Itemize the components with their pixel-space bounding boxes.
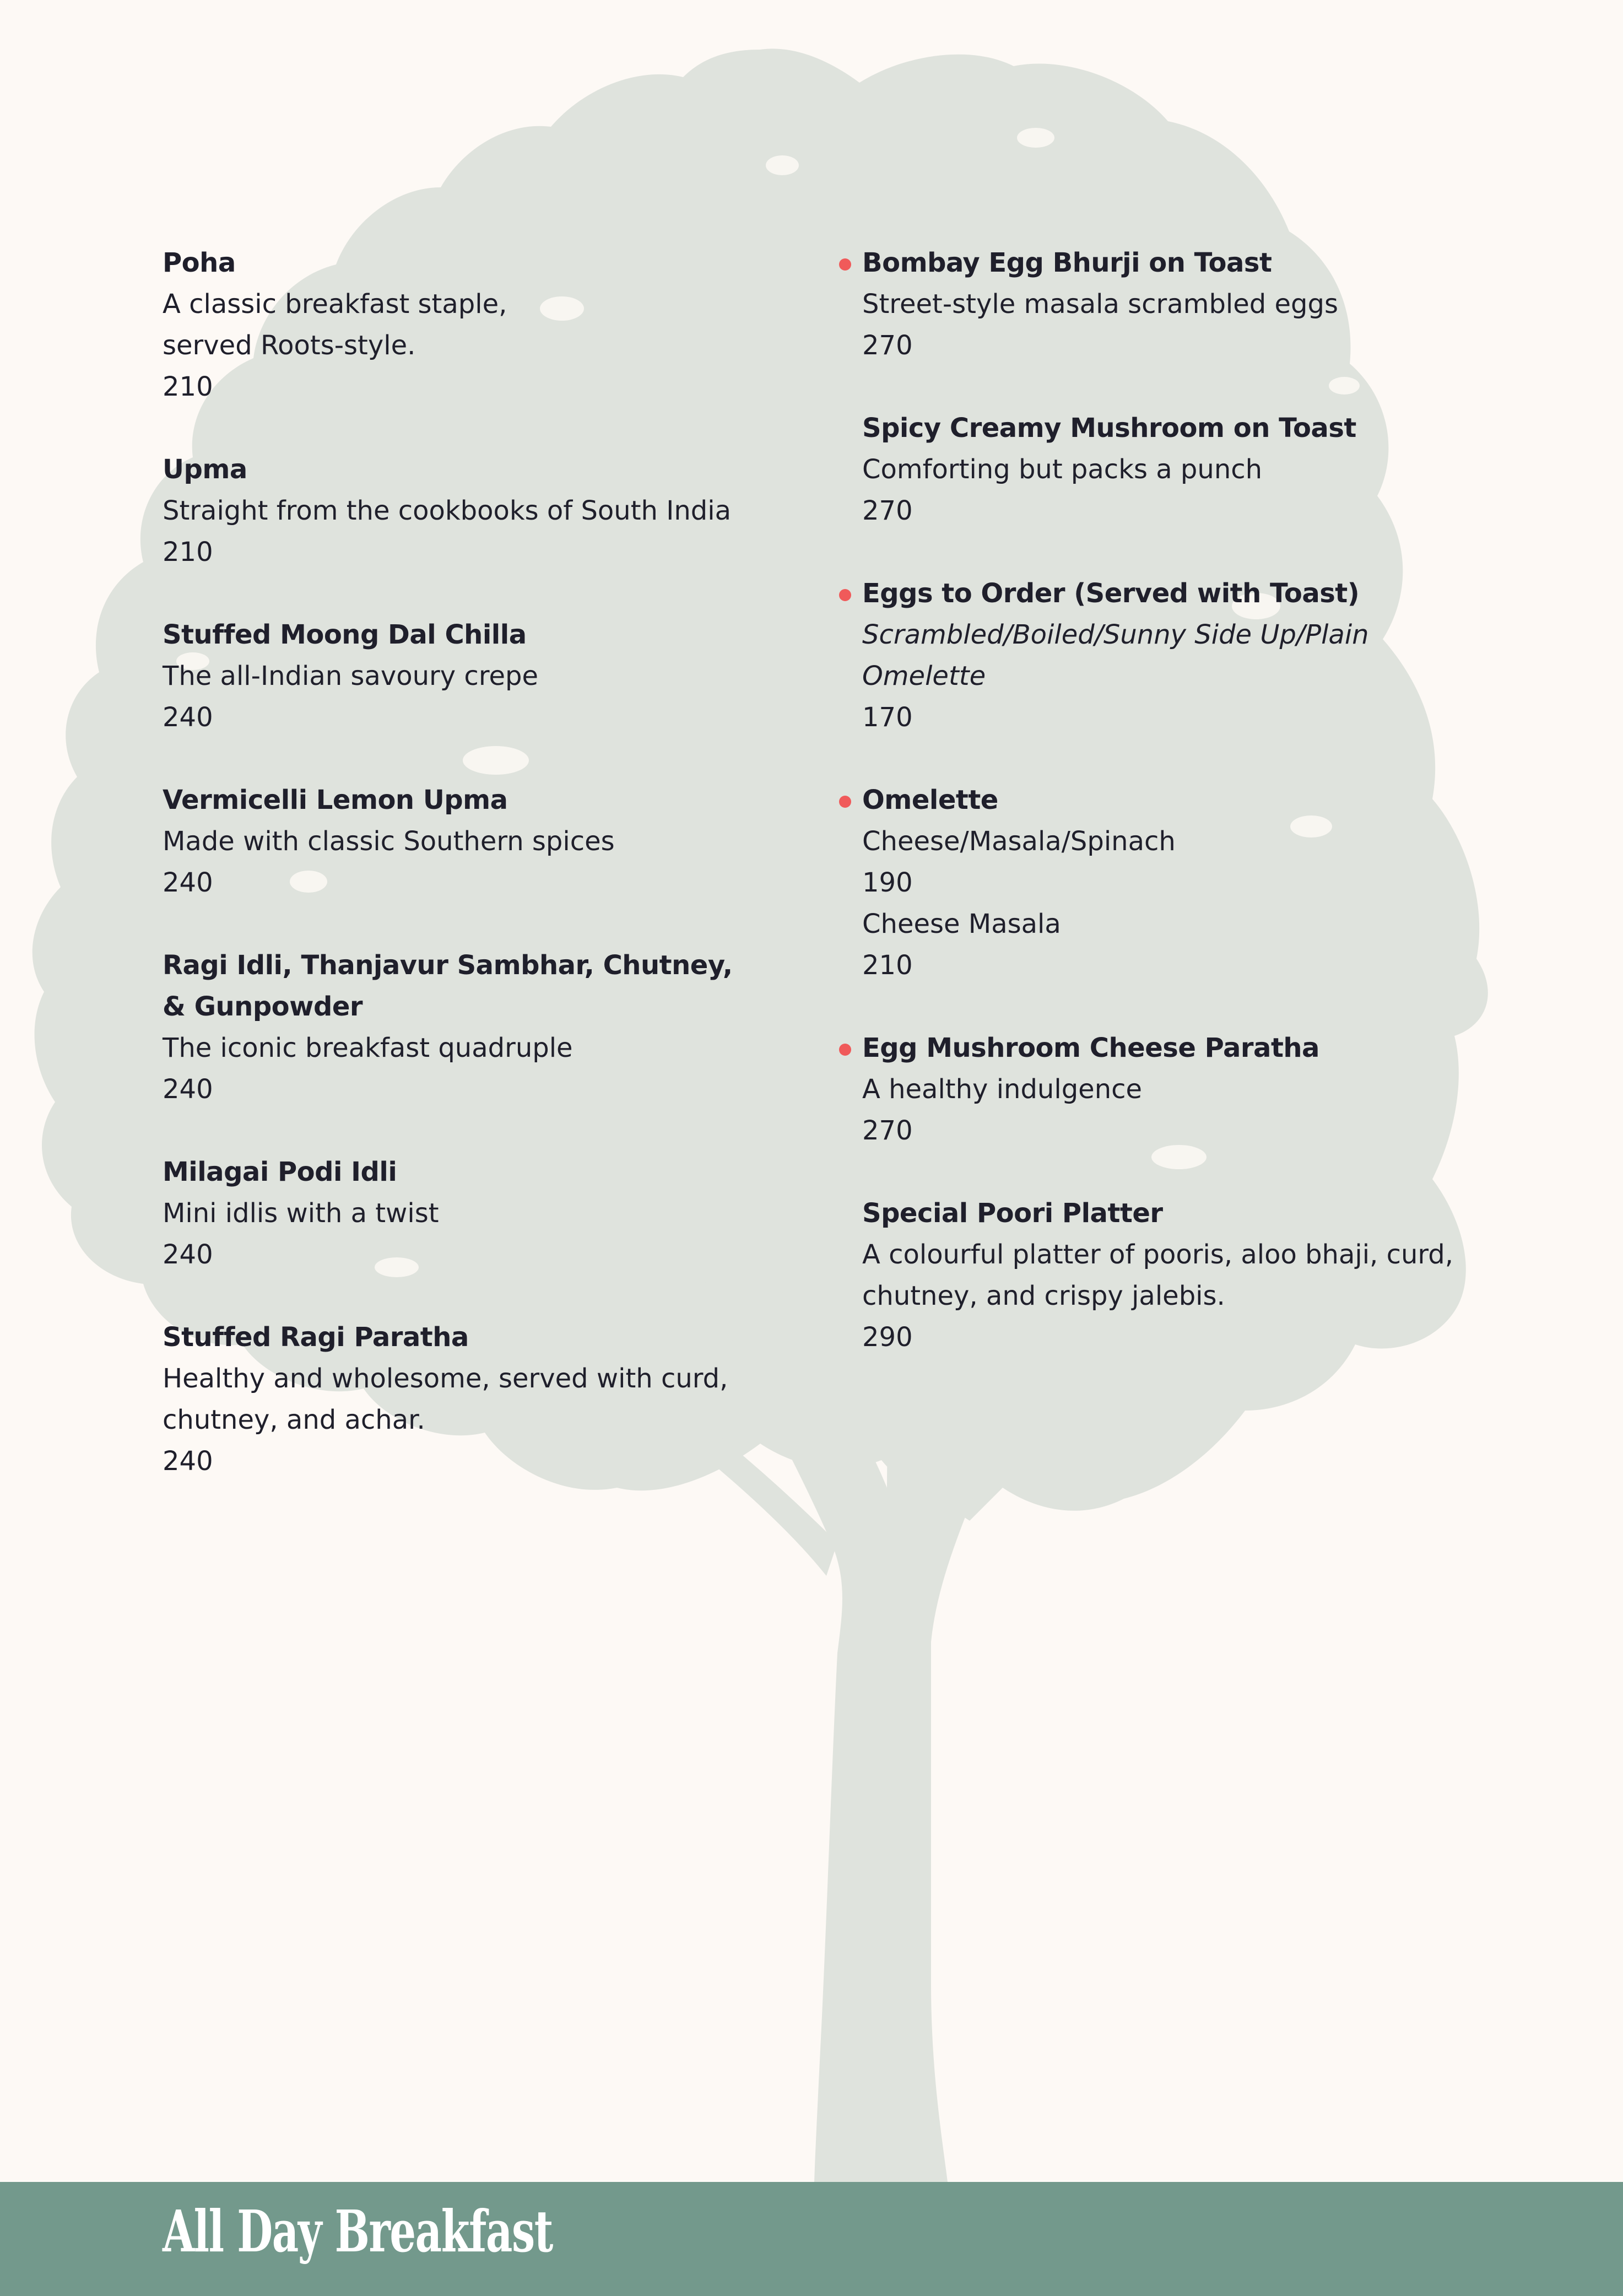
menu-item-ragi-idli (163, 945, 746, 1110)
section-title: All Day Breakfast (163, 2197, 553, 2265)
menu-item-special-poori-platter (862, 1193, 1468, 1358)
egg-marker-dot-icon (839, 1044, 851, 1056)
menu-item-egg-mushroom-cheese-paratha (862, 1028, 1468, 1152)
menu-item-upma (163, 449, 746, 573)
menu-item-spicy-creamy-mushroom (862, 408, 1468, 532)
item-price: 240 (163, 1239, 213, 1270)
item-title: Stuffed Moong Dal Chilla (163, 619, 527, 650)
menu-item-eggs-to-order (862, 573, 1468, 738)
item-price: 210 (163, 537, 213, 568)
egg-marker-dot-icon (839, 796, 851, 808)
item-price: 270 (862, 1115, 913, 1146)
item-title: Upma (163, 454, 247, 485)
item-description: A healthy indulgence (862, 1074, 1143, 1105)
item-description: chutney, and crispy jalebis. (862, 1281, 1225, 1311)
item-options: Omelette (862, 661, 986, 691)
item-description: served Roots-style. (163, 330, 416, 361)
item-description: Mini idlis with a twist (163, 1198, 439, 1229)
item-price: 190 (862, 867, 913, 898)
item-price: 240 (163, 1446, 213, 1477)
item-price: 170 (862, 702, 913, 733)
item-description: Made with classic Southern spices (163, 826, 615, 857)
item-title: Poha (163, 247, 236, 278)
item-title: Vermicelli Lemon Upma (163, 785, 508, 815)
egg-marker-dot-icon (839, 258, 851, 271)
item-title: Spicy Creamy Mushroom on Toast (862, 413, 1356, 444)
item-variant-price: 210 (862, 950, 913, 981)
item-title: Stuffed Ragi Paratha (163, 1322, 469, 1353)
item-description: The iconic breakfast quadruple (163, 1033, 573, 1063)
item-price: 290 (862, 1322, 913, 1353)
item-title: Milagai Podi Idli (163, 1157, 397, 1187)
item-description: The all-Indian savoury crepe (163, 661, 539, 691)
item-description: Street-style masala scrambled eggs (862, 289, 1338, 320)
item-price: 210 (163, 371, 213, 402)
item-description: Healthy and wholesome, served with curd, (163, 1363, 728, 1394)
item-title: Ragi Idli, Thanjavur Sambhar, Chutney, (163, 950, 733, 981)
menu-item-moong-dal-chilla (163, 614, 746, 738)
item-title: Bombay Egg Bhurji on Toast (862, 247, 1272, 278)
item-title: Omelette (862, 785, 998, 815)
menu-item-poha (163, 242, 746, 408)
item-description: chutney, and achar. (163, 1404, 425, 1435)
item-title: Eggs to Order (Served with Toast) (862, 578, 1360, 609)
item-title: & Gunpowder (163, 991, 363, 1022)
menu-item-vermicelli-lemon-upma (163, 780, 746, 904)
item-title: Egg Mushroom Cheese Paratha (862, 1033, 1319, 1063)
menu-item-bombay-egg-bhurji (862, 242, 1468, 366)
item-price: 240 (163, 702, 213, 733)
item-description: A colourful platter of pooris, aloo bhaji, curd, (862, 1239, 1453, 1270)
item-title: Special Poori Platter (862, 1198, 1163, 1229)
item-options: Scrambled/Boiled/Sunny Side Up/Plain (862, 619, 1369, 650)
menu-item-omelette (862, 780, 1468, 986)
item-description: Comforting but packs a punch (862, 454, 1263, 485)
item-price: 240 (163, 1074, 213, 1105)
section-footer-band (0, 2182, 1623, 2296)
item-price: 270 (862, 495, 913, 526)
egg-marker-dot-icon (839, 589, 851, 601)
item-description: A classic breakfast staple, (163, 289, 507, 320)
item-price: 270 (862, 330, 913, 361)
menu-item-stuffed-ragi-paratha (163, 1317, 746, 1482)
menu-column-right (862, 242, 1468, 1400)
item-description: Straight from the cookbooks of South India (163, 495, 731, 526)
item-description: Cheese/Masala/Spinach (862, 826, 1176, 857)
menu-column-left (163, 242, 746, 1524)
item-variant-label: Cheese Masala (862, 909, 1061, 939)
menu-item-milagai-podi-idli (163, 1152, 746, 1276)
item-price: 240 (163, 867, 213, 898)
